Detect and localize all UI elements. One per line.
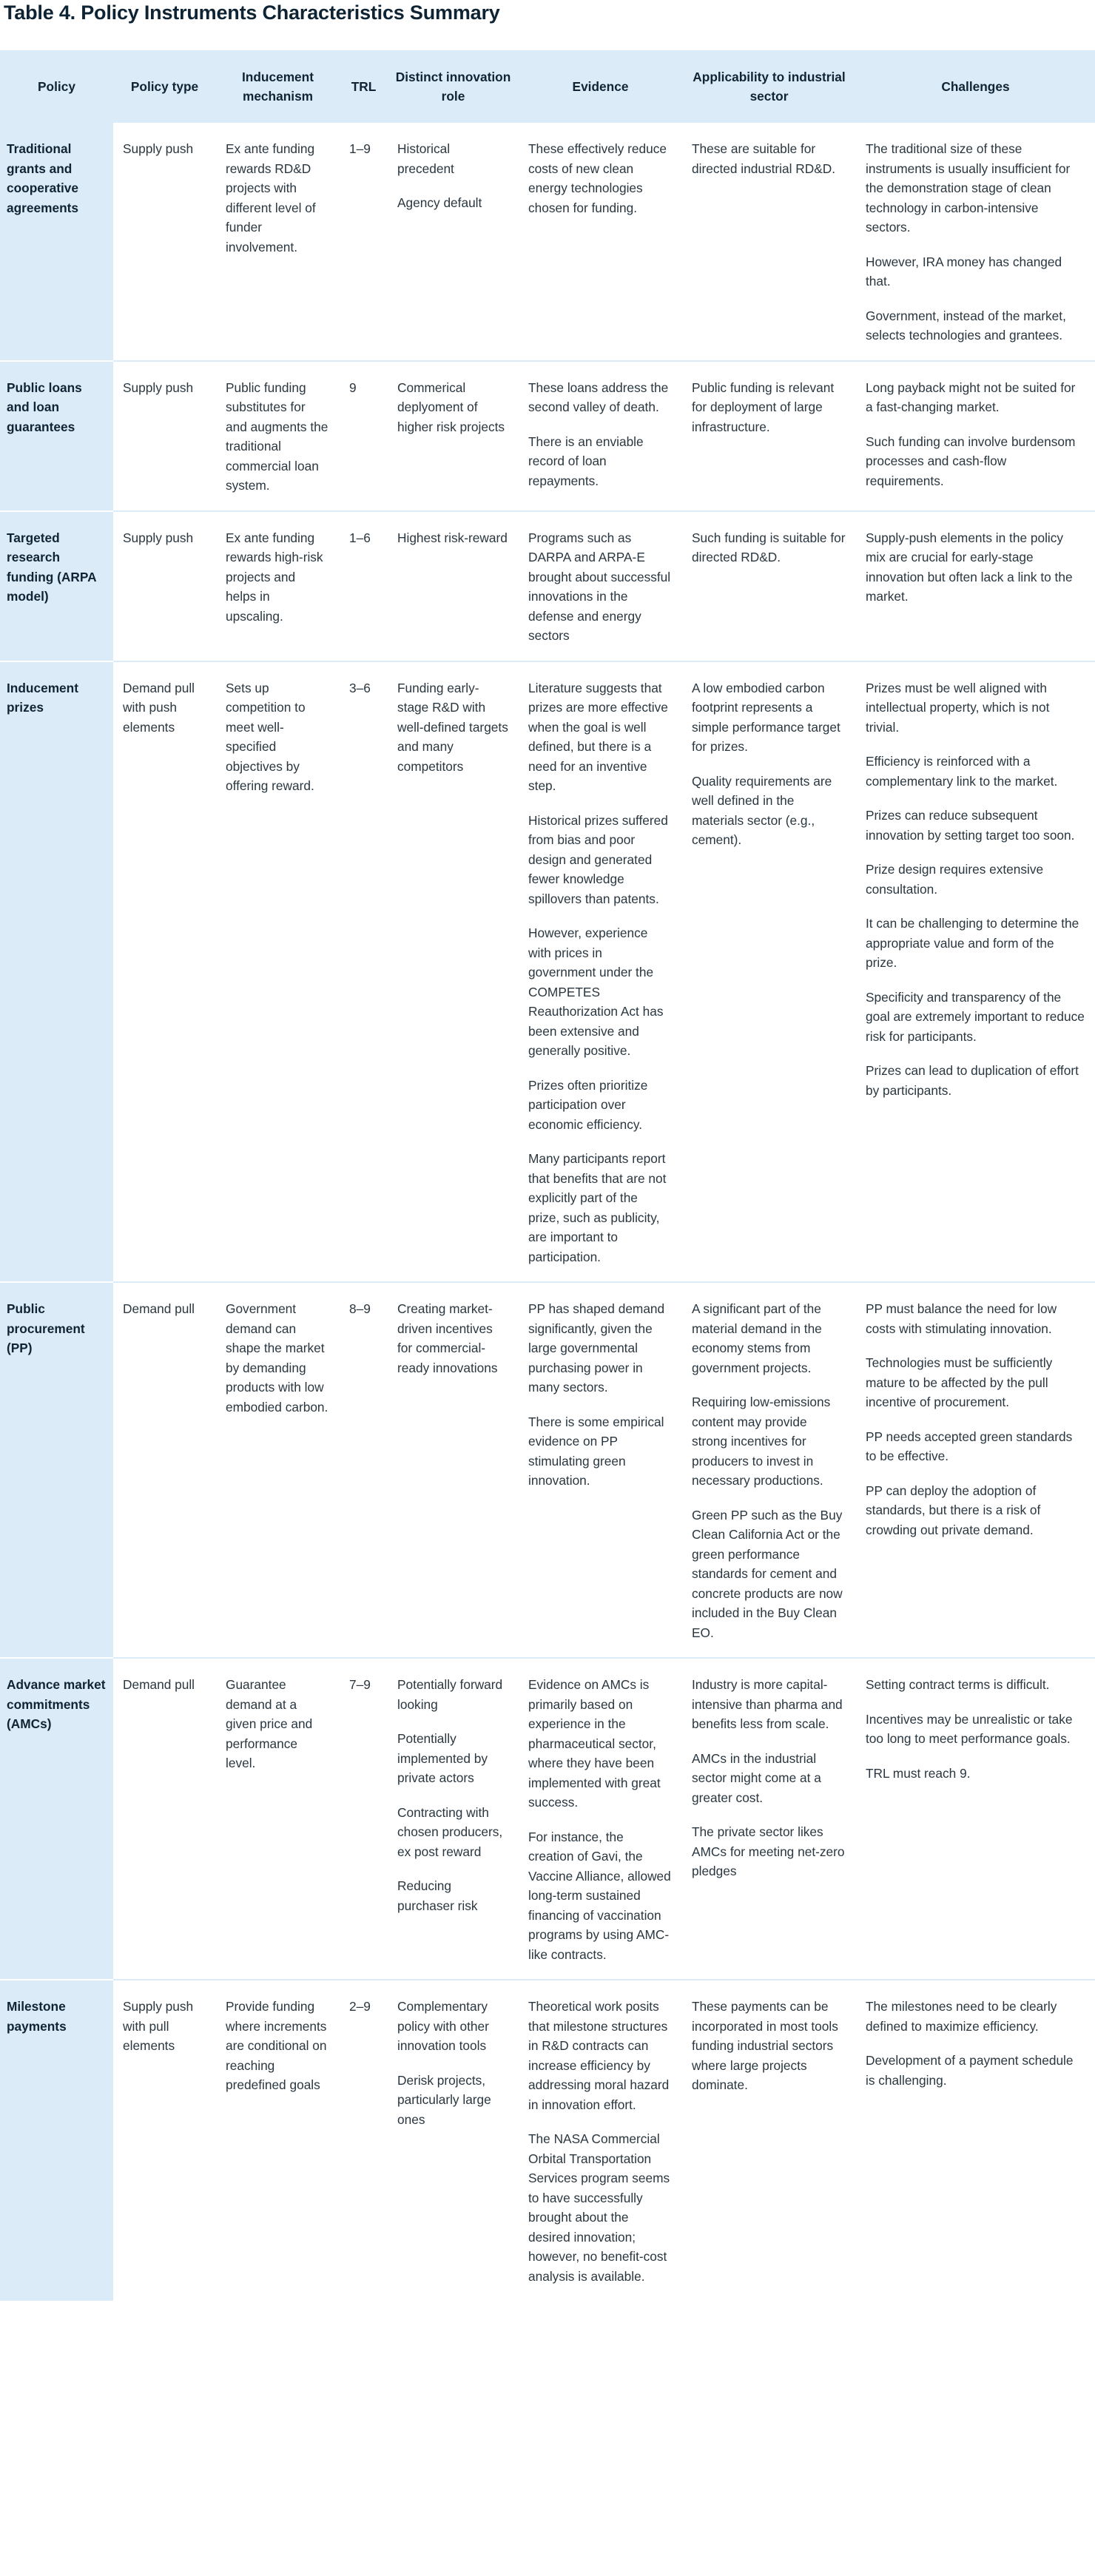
cell-innovation-role (388, 661, 519, 1283)
cell-challenges-paragraph: However, IRA money has changed that. (866, 254, 1062, 289)
cell-innovation-role (388, 1282, 519, 1658)
cell-policy-type-text: Supply push with pull elements (123, 1999, 194, 2053)
cell-challenges-paragraph: Incentives may be unrealistic or take too long to meet performance goals. (866, 1711, 1073, 1746)
cell-challenges (856, 1658, 1095, 1980)
cell-inducement-mechanism-text: Sets up competition to meet well-specified objectives by offering reward. (226, 680, 314, 793)
cell-challenges-paragraph: PP must balance the need for low costs with stimulating innovation. (866, 1301, 1057, 1336)
cell-challenges-paragraph: Prizes can reduce subsequent innovation by setting target too soon. (866, 808, 1075, 843)
cell-policy (0, 361, 113, 511)
cell-evidence-paragraph: Prizes often prioritize participation over economic efficiency. (528, 1077, 648, 1132)
cell-challenges-paragraph: It can be challenging to determine the appropriate value and form of the prize. (866, 916, 1079, 970)
column-header-applicability: Applicability to industrial sector (682, 50, 856, 123)
table-row (0, 1980, 1095, 2301)
cell-challenges (856, 123, 1095, 361)
cell-inducement-mechanism (216, 123, 340, 361)
cell-evidence (519, 1282, 682, 1658)
cell-trl (340, 661, 388, 1283)
cell-applicability-paragraph: A low embodied carbon footprint represents a simple performance target for prizes. (692, 680, 840, 754)
cell-policy-text: Targeted research funding (ARPA model) (7, 530, 96, 604)
cell-policy-text: Inducement prizes (7, 680, 78, 715)
cell-challenges (856, 1282, 1095, 1658)
cell-challenges-paragraph: Government, instead of the market, selects technologies and grantees. (866, 308, 1066, 343)
cell-trl-text: 1–6 (349, 530, 371, 545)
cell-trl-text: 7–9 (349, 1677, 371, 1692)
cell-evidence (519, 1980, 682, 2301)
cell-applicability-paragraph: Green PP such as the Buy Clean California Act or the green performance standards for cement and concrete products are now included in the Buy Clean EO. (692, 1507, 843, 1640)
cell-inducement-mechanism (216, 661, 340, 1283)
cell-policy-type (113, 1980, 216, 2301)
cell-evidence (519, 661, 682, 1283)
cell-policy-type (113, 123, 216, 361)
policy-instruments-table (0, 50, 1095, 2301)
column-header-policy: Policy (0, 50, 113, 123)
cell-trl (340, 123, 388, 361)
cell-inducement-mechanism-text: Provide funding where increments are conditional on reaching predefined goals (226, 1999, 327, 2092)
cell-challenges-paragraph: TRL must reach 9. (866, 1765, 971, 1781)
cell-inducement-mechanism (216, 361, 340, 511)
cell-trl-text: 3–6 (349, 680, 371, 695)
cell-policy (0, 123, 113, 361)
cell-policy-text: Public procurement (PP) (7, 1301, 85, 1355)
cell-applicability-paragraph: Such funding is suitable for directed RD&D. (692, 530, 846, 564)
cell-trl (340, 1980, 388, 2301)
cell-applicability (682, 1980, 856, 2301)
column-header-evidence: Evidence (519, 50, 682, 123)
cell-applicability (682, 1658, 856, 1980)
cell-evidence-paragraph: Literature suggests that prizes are more effective when the goal is well defined, but there is a need for an inventive step. (528, 680, 668, 793)
cell-policy-type-text: Supply push (123, 380, 194, 395)
cell-evidence-paragraph: Programs such as DARPA and ARPA-E brought about successful innovations in the defense and energy sectors (528, 530, 671, 643)
cell-innovation-role (388, 123, 519, 361)
cell-innovation-role-paragraph: Potentially forward looking (397, 1677, 503, 1712)
cell-applicability (682, 361, 856, 511)
cell-innovation-role-paragraph: Historical precedent (397, 141, 454, 176)
cell-challenges-paragraph: The milestones need to be clearly defined to maximize efficiency. (866, 1999, 1057, 2034)
cell-policy-text: Milestone payments (7, 1999, 67, 2034)
cell-inducement-mechanism-text: Ex ante funding rewards RD&D projects with different level of funder involvement. (226, 141, 316, 254)
cell-innovation-role-paragraph: Funding early-stage R&D with well-defined targets and many competitors (397, 680, 508, 774)
table-row (0, 511, 1095, 661)
cell-policy-text: Public loans and loan guarantees (7, 380, 82, 434)
cell-challenges-paragraph: PP needs accepted green standards to be effective. (866, 1429, 1073, 1463)
cell-policy-type (113, 1282, 216, 1658)
column-header-challenges: Challenges (856, 50, 1095, 123)
cell-applicability (682, 661, 856, 1283)
cell-evidence-paragraph: Evidence on AMCs is primarily based on experience in the pharmaceutical sector, where they have been implemented with great success. (528, 1677, 661, 1810)
cell-challenges (856, 661, 1095, 1283)
table-row (0, 661, 1095, 1283)
cell-challenges-paragraph: Such funding can involve burdensom processes and cash-flow requirements. (866, 434, 1076, 488)
cell-challenges-paragraph: The traditional size of these instruments is usually insufficient for the demonstration stage of clean technology in carbon-intensive sectors. (866, 141, 1071, 235)
cell-evidence-paragraph: There is an enviable record of loan repayments. (528, 434, 644, 488)
cell-applicability-paragraph: Public funding is relevant for deployment of large infrastructure. (692, 380, 835, 434)
cell-evidence-paragraph: Theoretical work posits that milestone structures in R&D contracts can increase efficiency by addressing moral hazard in innovation effort. (528, 1999, 670, 2112)
cell-inducement-mechanism-text: Government demand can shape the market by demanding products with low embodied carbon. (226, 1301, 328, 1415)
cell-applicability (682, 511, 856, 661)
cell-applicability-paragraph: These are suitable for directed industrial RD&D. (692, 141, 836, 176)
cell-policy-type (113, 661, 216, 1283)
cell-challenges-paragraph: Prizes must be well aligned with intellectual property, which is not trivial. (866, 680, 1050, 735)
column-header-trl: TRL (340, 50, 388, 123)
cell-challenges-paragraph: Prize design requires extensive consultation. (866, 862, 1044, 897)
cell-challenges (856, 511, 1095, 661)
cell-applicability (682, 1282, 856, 1658)
column-header-policy-type: Policy type (113, 50, 216, 123)
cell-innovation-role (388, 511, 519, 661)
cell-challenges-paragraph: Supply-push elements in the policy mix are crucial for early-stage innovation but often lack a link to the market. (866, 530, 1073, 604)
cell-innovation-role-paragraph: Reducing purchaser risk (397, 1878, 478, 1913)
cell-inducement-mechanism (216, 1282, 340, 1658)
cell-challenges-paragraph: PP can deploy the adoption of standards, but there is a risk of crowding out private demand. (866, 1483, 1041, 1537)
table-row (0, 361, 1095, 511)
cell-evidence-paragraph: Many participants report that benefits that are not explicitly part of the prize, such as publicity, are important to participation. (528, 1151, 667, 1264)
cell-applicability-paragraph: These payments can be incorporated in most tools funding industrial sectors where large projects dominate. (692, 1999, 838, 2092)
cell-evidence-paragraph: The NASA Commercial Orbital Transportation Services program seems to have successfully brought about the desired innovation; however, no benefit-cost analysis is available. (528, 2131, 670, 2284)
cell-evidence-paragraph: These loans address the second valley of death. (528, 380, 669, 414)
cell-policy-type (113, 1658, 216, 1980)
cell-innovation-role-paragraph: Contracting with chosen producers, ex post reward (397, 1804, 503, 1859)
cell-challenges-paragraph: Long payback might not be suited for a fast-changing market. (866, 380, 1076, 414)
column-header-distinct-innovation-role: Distinct innovation role (388, 50, 519, 123)
cell-policy (0, 1980, 113, 2301)
table-row (0, 123, 1095, 361)
header-row (0, 50, 1095, 123)
cell-evidence (519, 1658, 682, 1980)
cell-policy-text: Traditional grants and cooperative agreements (7, 141, 79, 215)
cell-challenges-paragraph: Prizes can lead to duplication of effort by participants. (866, 1063, 1079, 1098)
cell-evidence-paragraph: However, experience with prices in government under the COMPETES Reauthorization Act has been extensive and generally positive. (528, 925, 664, 1058)
cell-policy-type-text: Demand pull (123, 1301, 195, 1316)
cell-applicability-paragraph: The private sector likes AMCs for meeting net-zero pledges (692, 1824, 845, 1878)
cell-policy (0, 511, 113, 661)
cell-inducement-mechanism-text: Ex ante funding rewards high-risk projects and helps in upscaling. (226, 530, 323, 624)
cell-applicability-paragraph: Industry is more capital-intensive than pharma and benefits less from scale. (692, 1677, 843, 1731)
cell-policy-type-text: Supply push (123, 141, 194, 156)
table-body (0, 123, 1095, 2301)
cell-applicability-paragraph: A significant part of the material demand in the economy stems from government projects. (692, 1301, 822, 1375)
cell-inducement-mechanism (216, 511, 340, 661)
cell-challenges-paragraph: Specificity and transparency of the goal are extremely important to reduce risk for participants. (866, 989, 1085, 1044)
cell-policy (0, 1658, 113, 1980)
cell-innovation-role-paragraph: Highest risk-reward (397, 530, 508, 545)
cell-policy-type (113, 511, 216, 661)
cell-challenges (856, 361, 1095, 511)
cell-applicability-paragraph: Quality requirements are well defined in the materials sector (e.g., cement). (692, 773, 832, 847)
cell-challenges (856, 1980, 1095, 2301)
cell-policy-text: Advance market commitments (AMCs) (7, 1677, 106, 1731)
cell-policy-type (113, 361, 216, 511)
table-row (0, 1282, 1095, 1658)
cell-evidence-paragraph: These effectively reduce costs of new clean energy technologies chosen for funding. (528, 141, 667, 215)
cell-innovation-role-paragraph: Commerical deplyoment of higher risk projects (397, 380, 505, 434)
cell-applicability (682, 123, 856, 361)
cell-inducement-mechanism-text: Public funding substitutes for and augments the traditional commercial loan system. (226, 380, 328, 493)
cell-trl-text: 8–9 (349, 1301, 371, 1316)
cell-trl (340, 511, 388, 661)
cell-policy (0, 661, 113, 1283)
cell-challenges-paragraph: Development of a payment schedule is challenging. (866, 2053, 1074, 2088)
cell-innovation-role (388, 1980, 519, 2301)
cell-evidence-paragraph: There is some empirical evidence on PP stimulating green innovation. (528, 1414, 664, 1488)
cell-inducement-mechanism-text: Guarantee demand at a given price and performance level. (226, 1677, 313, 1770)
cell-evidence-paragraph: PP has shaped demand significantly, given the large governmental purchasing power in many sectors. (528, 1301, 665, 1395)
cell-inducement-mechanism (216, 1980, 340, 2301)
cell-trl (340, 361, 388, 511)
cell-challenges-paragraph: Setting contract terms is difficult. (866, 1677, 1050, 1692)
cell-evidence-paragraph: Historical prizes suffered from bias and poor design and generated fewer knowledge spillovers than patents. (528, 812, 668, 906)
cell-innovation-role (388, 361, 519, 511)
table-row (0, 1658, 1095, 1980)
cell-innovation-role-paragraph: Complementary policy with other innovation tools (397, 1999, 489, 2053)
cell-applicability-paragraph: Requiring low-emissions content may provide strong incentives for producers to invest in necessary productions. (692, 1395, 831, 1488)
cell-policy-type-text: Demand pull with push elements (123, 680, 195, 735)
cell-innovation-role-paragraph: Creating market-driven incentives for commercial-ready innovations (397, 1301, 498, 1375)
cell-evidence (519, 361, 682, 511)
cell-evidence-paragraph: For instance, the creation of Gavi, the Vaccine Alliance, allowed long-term sustained financing of vaccination programs by using AMC-like contracts. (528, 1829, 671, 1962)
cell-challenges-paragraph: Efficiency is reinforced with a complementary link to the market. (866, 754, 1058, 789)
cell-innovation-role-paragraph: Agency default (397, 195, 482, 210)
cell-policy-type-text: Supply push (123, 530, 194, 545)
cell-evidence (519, 123, 682, 361)
cell-trl-text: 1–9 (349, 141, 371, 156)
cell-trl (340, 1658, 388, 1980)
cell-policy-type-text: Demand pull (123, 1677, 195, 1692)
cell-trl-text: 2–9 (349, 1999, 371, 2014)
cell-innovation-role-paragraph: Potentially implemented by private actors (397, 1731, 488, 1785)
cell-challenges-paragraph: Technologies must be sufficiently mature to be affected by the pull incentive of procurement. (866, 1355, 1053, 1409)
cell-trl-text: 9 (349, 380, 357, 395)
cell-evidence (519, 511, 682, 661)
cell-trl (340, 1282, 388, 1658)
cell-inducement-mechanism (216, 1658, 340, 1980)
cell-policy (0, 1282, 113, 1658)
table-title: Table 4. Policy Instruments Characteristics Summary (4, 1, 500, 24)
cell-innovation-role-paragraph: Derisk projects, particularly large ones (397, 2072, 491, 2127)
cell-applicability-paragraph: AMCs in the industrial sector might come at a greater cost. (692, 1750, 821, 1805)
column-header-inducement-mechanism: Inducement mechanism (216, 50, 340, 123)
cell-innovation-role (388, 1658, 519, 1980)
